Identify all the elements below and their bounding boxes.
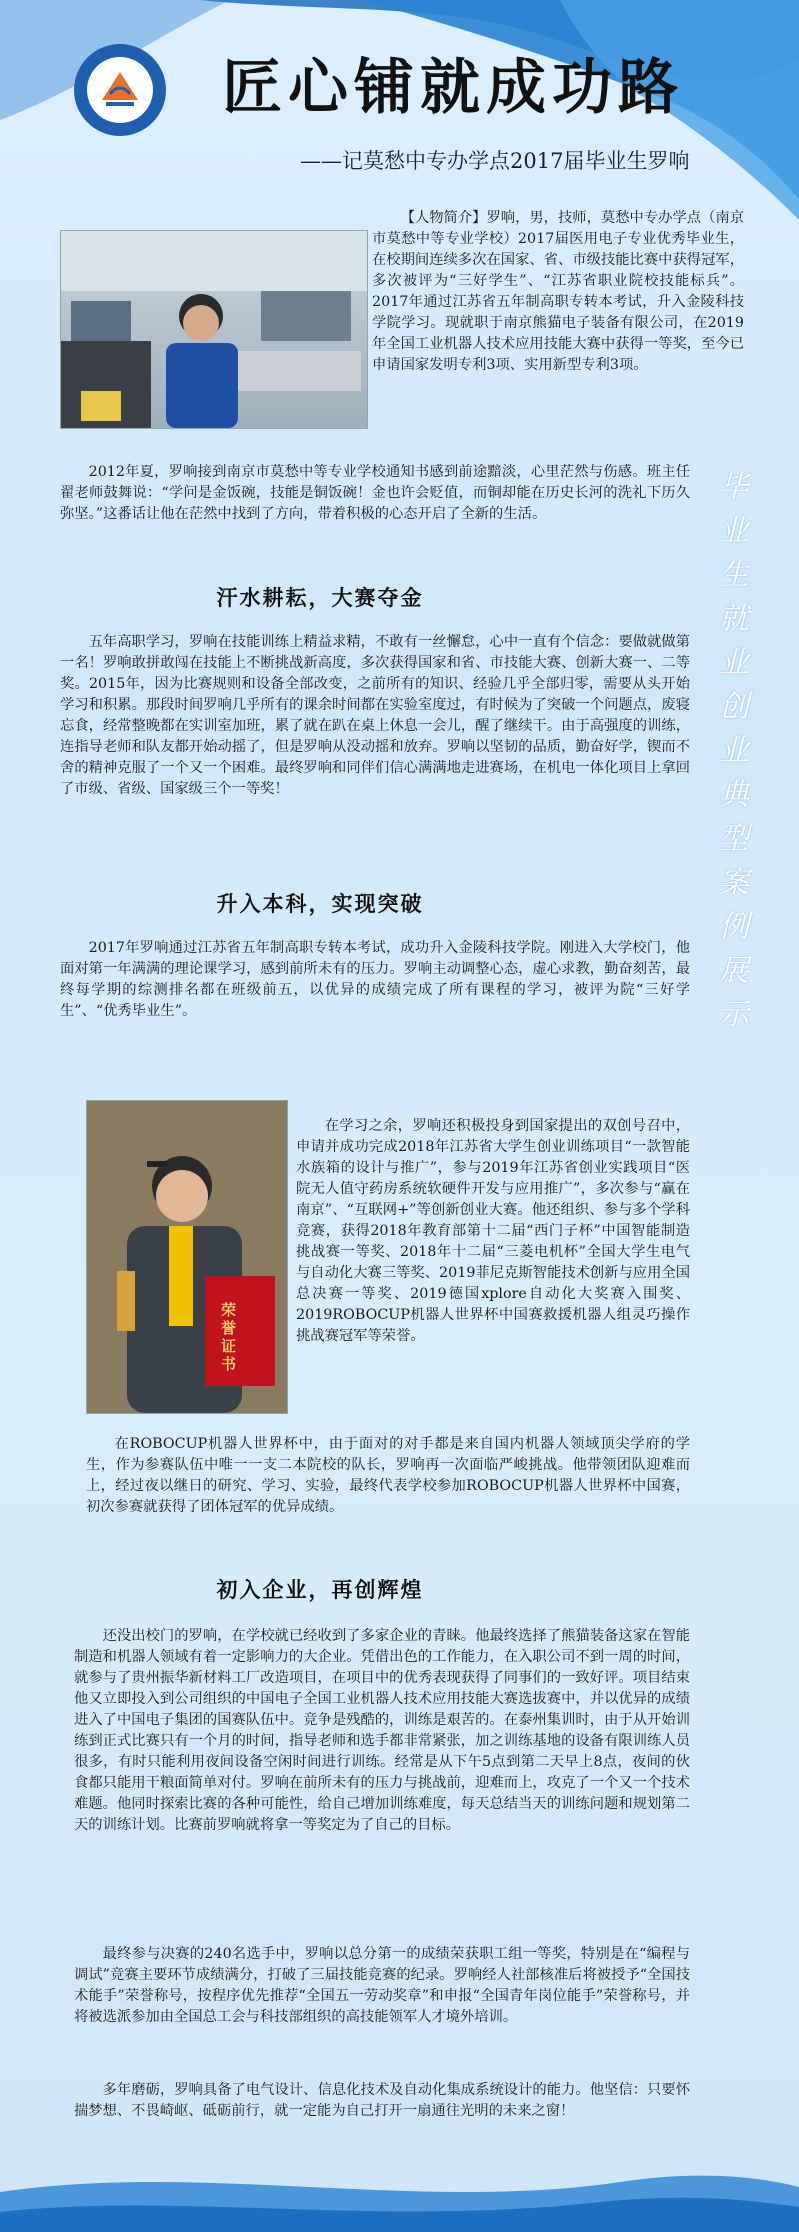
section-competition-body: 五年高职学习，罗响在技能训练上精益求精，不敢有一丝懈怠，心中一直有个信念：要做就做第一名！罗响敢拼敢闯在技能上不断挑战新高度，多次获得国家和省、市技能大赛、创新大赛一、二等奖。2015年，因为比赛规则和设备全部改变，之前所有的知识、经验几乎全部归零，需要从头开始学习和积累。那段时间罗响几乎所有的课余时间都在实验室度过，有时候为了突破一个问题点，废寝忘食，经常整晚都在实训室加班，累了就在趴在桌上休息一会儿，醒了继续干。由于高强度的训练，连指导老师和队友都开始动摇了，但是罗响从没动摇和放弃。罗响以坚韧的品质，勤奋好学，锲而不舍的精神克服了一个又一个困难。最终罗响和同伴们信心满满地走进赛场，在机电一体化项目上拿回了市级、省级、国家级三个一等奖！ xyxy=(60,634,690,797)
section-enterprise-final: 最终参与决赛的240名选手中，罗响以总分第一的成绩荣获职工组一等奖，特别是在“编程与调试”竞赛主要环节成绩满分，打破了三届技能竞赛的纪录。罗响经人社部核准后将被授予“全国技术能手”荣誉称号，按程序优先推荐“全国五一劳动奖章”和申报“全国青年岗位能手”荣誉称号，并将被选派参加由全国总工会与科技部组织的高技能领军人才境外培训。 xyxy=(74,1946,690,2025)
bottom-wave-decoration xyxy=(0,2162,799,2232)
section-enterprise-body: 还没出校门的罗响，在学校就已经收到了多家企业的青睐。他最终选择了熊猫装备这家在智能制造和机器人领域有着一定影响力的大企业。凭借出色的工作能力，在入职公司不到一周的时间，就参与了贵州振华新材料工厂改造项目，在项目中的优秀表现获得了同事们的一致好评。项目结束他又立即投入到公司组织的中国电子全国工业机器人技术应用技能大赛选拔赛中，并以优异的成绩进入了中国电子集团的国赛队伍中。竞争是残酷的，训练是艰苦的。在泰州集训时，由于从开始训练到正式比赛只有一个月的时间，指导老师和选手都非常紧张，加之训练基地的设备有限训练人员很多，有时只能利用夜间设备空闲时间进行训练。经常是从下午5点到第二天早上8点，夜间的伙食都只能用干粮面简单对付。罗响在前所未有的压力与挑战前，迎难而上，攻克了一个又一个技术难题。他同时探索比赛的各种可能性，给自己增加训练难度，每天总结当天的训练问题和规划第二天的训练计划。比赛前罗响就将拿一等奖定为了自己的目标。 xyxy=(74,1628,690,1833)
section-heading-enterprise: 初入企业，再创辉煌 xyxy=(216,1578,424,1602)
section-heading-university: 升入本科，实现突破 xyxy=(216,892,424,916)
section-heading-competition: 汗水耕耘，大赛夺金 xyxy=(216,586,424,610)
certificate-label: 荣誉证书 xyxy=(221,1301,237,1373)
section-university-robocup: 在ROBOCUP机器人世界杯中，由于面对的对手都是来自国内机器人领域顶尖学府的学生，作为参赛队伍中唯一一支二本院校的队长，罗响再一次面临严峻挑战。他带领团队迎难而上，经过夜以继日的研究、学习、实验，最终代表学校参加ROBOCUP机器人世界杯中国赛，初次参赛就获得了团体冠军的优异成绩。 xyxy=(86,1436,690,1515)
award-photo xyxy=(86,1100,288,1414)
section-enterprise-closing: 多年磨砺，罗响具备了电气设计、信息化技术及自动化集成系统设计的能力。他坚信：只要怀揣梦想、不畏崎岖、砥砺前行，就一定能为自己打开一扇通往光明的未来之窗！ xyxy=(74,2082,690,2119)
intro-text: 【人物简介】罗响，男，技师，莫愁中专办学点（南京市莫愁中等专业学校）2017届医用电子专业优秀毕业生，在校期间连续多次在国家、省、市级技能比赛中获得冠军，多次被评为“三好学生”、“江苏省职业院校技能标兵”。2017年通过江苏省五年制高职专转本考试，升入金陵科技学院学习。现就职于南京熊猫电子装备有限公司，在2019年全国工业机器人技术应用技能大赛中获得一等奖，至今已申请国家发明专利3项、实用新型专利3项。 xyxy=(372,210,744,373)
page-title: 匠心铺就成功路 xyxy=(222,53,684,123)
school-logo xyxy=(72,42,168,138)
paragraph-beginning: 2012年夏，罗响接到南京市莫愁中等专业学校通知书感到前途黯淡，心里茫然与伤感。班主任翟老师鼓舞说：“学问是金饭碗，技能是铜饭碗！金也许会贬值，而铜却能在历史长河的洗礼下历久弥坚。”这番话让他在茫然中找到了方向，带着积极的心态开启了全新的生活。 xyxy=(60,464,690,522)
workshop-photo xyxy=(60,230,368,429)
section-university-body: 2017年罗响通过江苏省五年制高职专转本考试，成功升入金陵科技学院。刚进入大学校门，他面对第一年满满的理论课学习，感到前所未有的压力。罗响主动调整心态，虚心求教，勤奋刻苦，最终每学期的综测排名都在班级前五，以优异的成绩完成了所有课程的学习，被评为院“三好学生”、“优秀毕业生”。 xyxy=(60,940,690,1019)
side-banner: 毕业生就业创业典型案例展示 xyxy=(713,470,748,1042)
page-subtitle: ——记莫愁中专办学点2017届毕业生罗响 xyxy=(300,149,690,173)
section-university-activities: 在学习之余，罗响还积极投身到国家提出的双创号召中，申请并成功完成2018年江苏省大学生创业训练项目“一款智能水族箱的设计与推广”，参与2019年江苏省创业实践项目“医院无人值守药房系统软硬件开发与应用推广”，多次参与“赢在南京”、“互联网+”等创新创业大赛。他还组织、参与多个学科竞赛，获得2018年教育部第十二届“西门子杯”中国智能制造挑战赛一等奖、2018年十二届“三菱电机杯”全国大学生电气与自动化大赛三等奖、2019菲尼克斯智能技术创新与应用全国总决赛一等奖、2019德国xplore自动化大奖赛入围奖、2019ROBOCUP机器人世界杯中国赛救援机器人组灵巧操作挑战赛冠军等荣誉。 xyxy=(296,1118,690,1344)
